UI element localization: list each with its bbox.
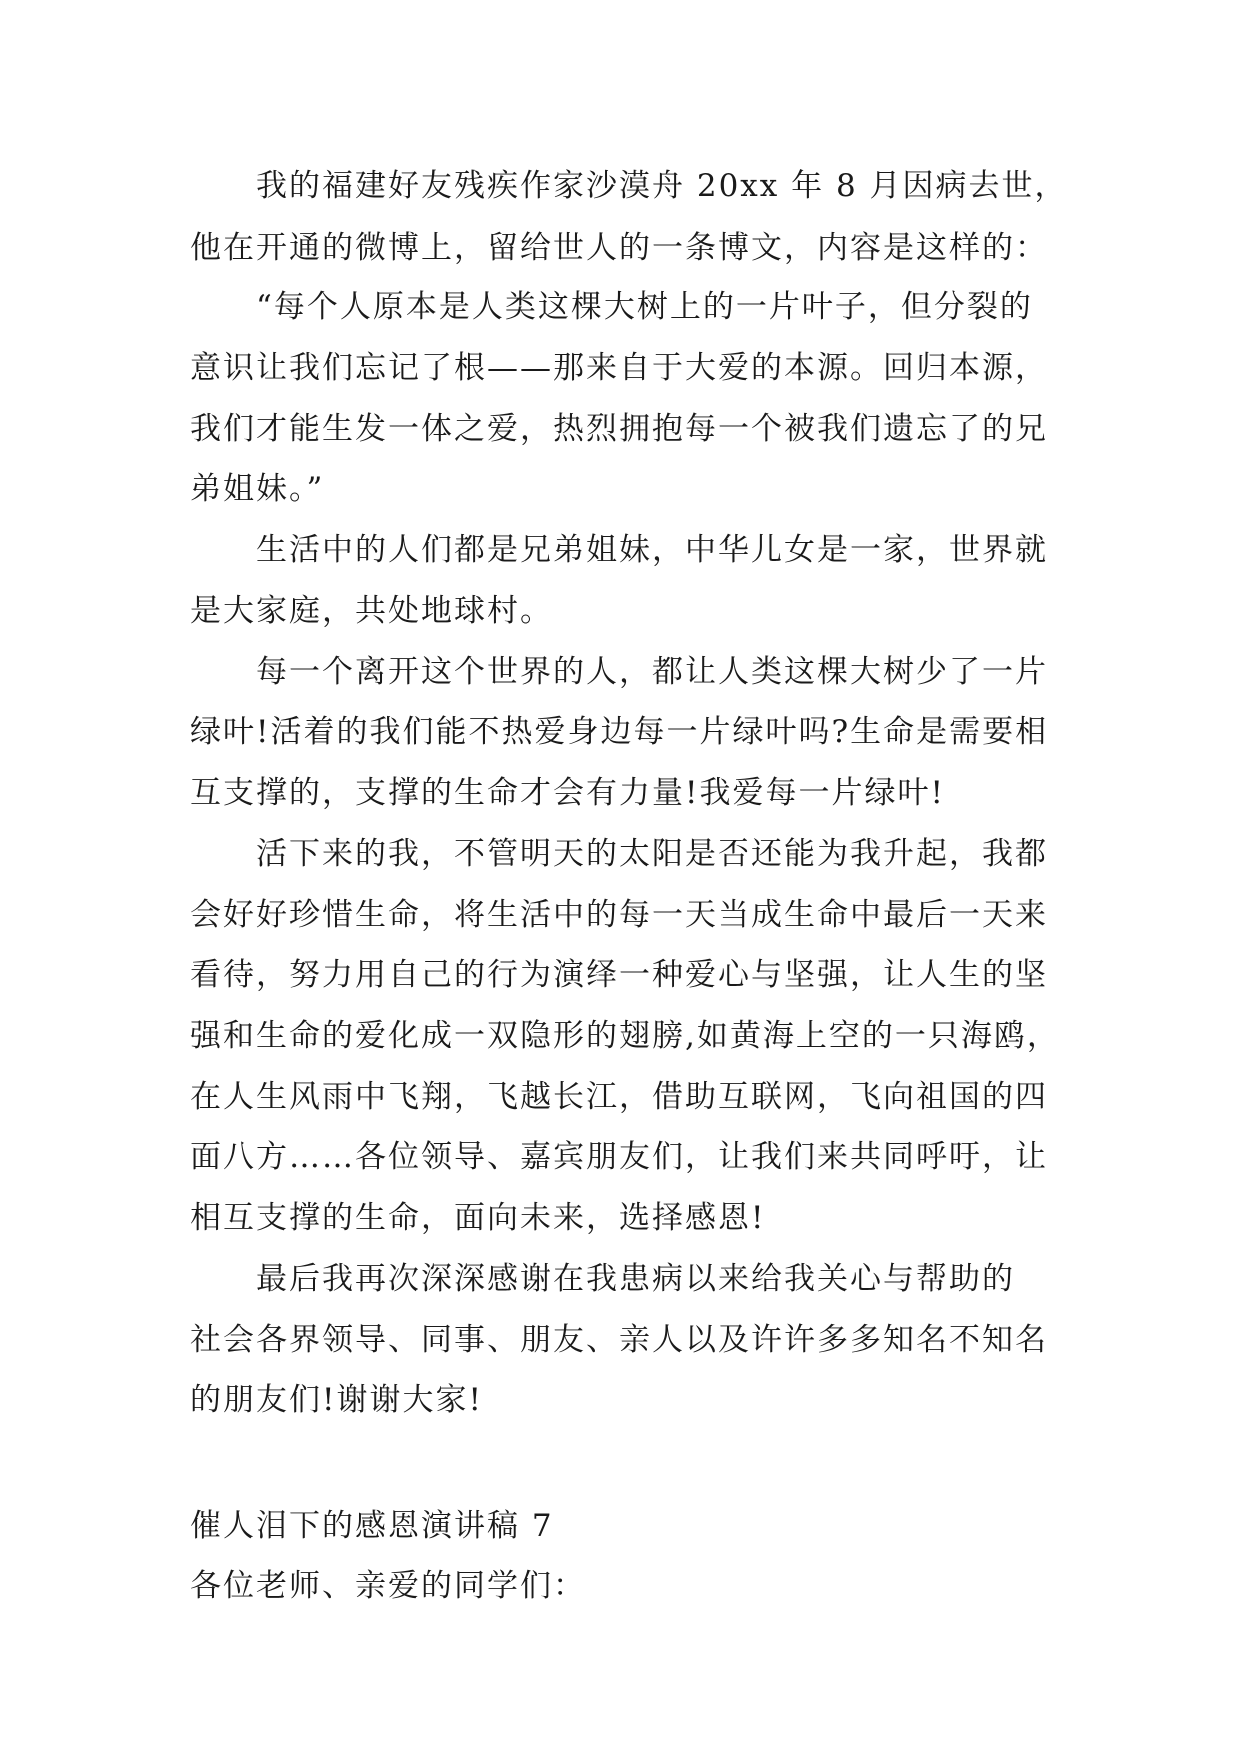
text-line: 社会各界领导、同事、朋友、亲人以及许许多多知名不知名 — [190, 1322, 1048, 1358]
text-line: 我们才能生发一体之爱，热烈拥抱每一个被我们遗忘了的兄 — [190, 411, 1048, 447]
text-line: “每个人原本是人类这棵大树上的一片叶子，但分裂的 — [256, 289, 1033, 325]
section-title: 催人泪下的感恩演讲稿 7 — [190, 1508, 554, 1544]
text-line: 活下来的我，不管明天的太阳是否还能为我升起，我都 — [256, 836, 1048, 872]
text-line: 是大家庭，共处地球村。 — [190, 593, 553, 629]
text-line: 最后我再次深深感谢在我患病以来给我关心与帮助的 — [256, 1261, 1015, 1297]
text-line: 我的福建好友残疾作家沙漠舟 20xx 年 8 月因病去世， — [256, 168, 1068, 204]
text-line: 意识让我们忘记了根——那来自于大爱的本源。回归本源， — [190, 350, 1048, 386]
text-line: 看待，努力用自己的行为演绎一种爱心与坚强，让人生的坚 — [190, 957, 1048, 993]
text-line: 的朋友们!谢谢大家! — [190, 1382, 483, 1418]
text-line: 在人生风雨中飞翔，飞越长江，借助互联网，飞向祖国的四 — [190, 1079, 1048, 1115]
text-line: 生活中的人们都是兄弟姐妹，中华儿女是一家，世界就 — [256, 532, 1048, 568]
text-line: 相互支撑的生命，面向未来，选择感恩! — [190, 1200, 766, 1236]
text-line: 互支撑的，支撑的生命才会有力量!我爱每一片绿叶! — [190, 775, 945, 811]
text-line: 会好好珍惜生命，将生活中的每一天当成生命中最后一天来 — [190, 897, 1048, 933]
text-line: 他在开通的微博上，留给世人的一条博文，内容是这样的： — [190, 230, 1048, 266]
text-line: 强和生命的爱化成一双隐形的翅膀,如黄海上空的一只海鸥， — [190, 1018, 1060, 1054]
text-line: 弟姐妹。” — [190, 471, 325, 507]
text-line: 面八方……各位领导、嘉宾朋友们，让我们来共同呼吁，让 — [190, 1139, 1048, 1175]
text-line: 每一个离开这个世界的人，都让人类这棵大树少了一片 — [256, 654, 1048, 690]
salutation: 各位老师、亲爱的同学们： — [190, 1568, 586, 1604]
text-line: 绿叶!活着的我们能不热爱身边每一片绿叶吗?生命是需要相 — [190, 714, 1049, 750]
